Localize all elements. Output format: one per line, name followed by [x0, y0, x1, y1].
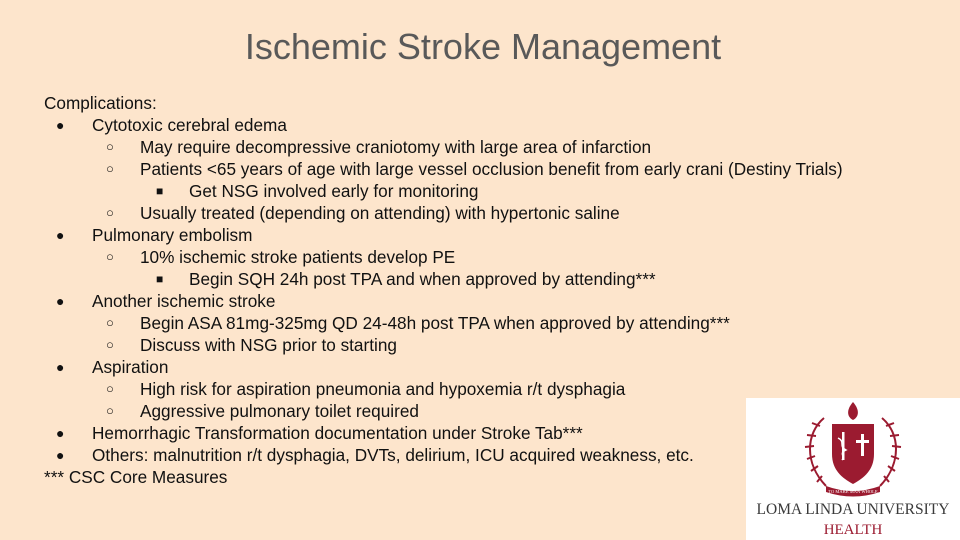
- bullet-square-icon: ■: [156, 272, 164, 286]
- list-item: [44, 202, 944, 224]
- bullet-hollow-circle-icon: ○: [106, 315, 114, 330]
- bullet-filled-circle-icon: ●: [56, 227, 65, 243]
- list-item: [44, 268, 944, 290]
- bullet-hollow-circle-icon: ○: [106, 205, 114, 220]
- list-item-text: High risk for aspiration pneumonia and hypoxemia r/t dysphagia: [140, 379, 626, 399]
- list-item-text: Get NSG involved early for monitoring: [189, 181, 479, 201]
- list-item-text: Pulmonary embolism: [92, 225, 253, 245]
- list-item-text: 10% ischemic stroke patients develop PE: [140, 247, 456, 267]
- list-item-text: Cytotoxic cerebral edema: [92, 115, 287, 135]
- bullet-hollow-circle-icon: ○: [106, 337, 114, 352]
- list-item: [44, 158, 944, 180]
- list-item-text: Aggressive pulmonary toilet required: [140, 401, 419, 421]
- list-item-text: Hemorrhagic Transformation documentation under Stroke Tab***: [92, 423, 583, 443]
- logo-name: LOMA LINDA UNIVERSITY: [756, 501, 950, 518]
- footnote: *** CSC Core Measures: [44, 467, 228, 487]
- bullet-filled-circle-icon: ●: [56, 447, 65, 463]
- list-item-text: Aspiration: [92, 357, 169, 377]
- list-item-text: Usually treated (depending on attending) with hypertonic saline: [140, 203, 620, 223]
- bullet-hollow-circle-icon: ○: [106, 403, 114, 418]
- list-item: [44, 136, 944, 158]
- list-item: [44, 180, 944, 202]
- list-item: [44, 114, 944, 136]
- bullet-square-icon: ■: [156, 184, 164, 198]
- university-logo: [746, 398, 960, 540]
- list-item-text: Discuss with NSG prior to starting: [140, 335, 397, 355]
- bullet-filled-circle-icon: ●: [56, 117, 65, 133]
- section-heading: Complications:: [44, 93, 157, 113]
- list-item-text: Others: malnutrition r/t dysphagia, DVTs, delirium, ICU acquired weakness, etc.: [92, 445, 694, 465]
- bullet-hollow-circle-icon: ○: [106, 381, 114, 396]
- list-item-text: May require decompressive craniotomy with large area of infarction: [140, 137, 652, 157]
- list-item-text: Another ischemic stroke: [92, 291, 276, 311]
- list-item: [44, 378, 944, 400]
- bullet-filled-circle-icon: ●: [56, 359, 65, 375]
- university-seal-icon: [746, 398, 960, 498]
- list-item: [44, 312, 944, 334]
- bullet-hollow-circle-icon: ○: [106, 139, 114, 154]
- page-title: Ischemic Stroke Management: [244, 26, 722, 67]
- logo-subname: HEALTH: [823, 522, 883, 538]
- bullet-hollow-circle-icon: ○: [106, 161, 114, 176]
- list-item-text: Begin ASA 81mg-325mg QD 24-48h post TPA when approved by attending***: [140, 313, 730, 333]
- list-item: [44, 290, 944, 312]
- list-item: [44, 334, 944, 356]
- bullet-hollow-circle-icon: ○: [106, 249, 114, 264]
- list-item: [44, 356, 944, 378]
- bullet-filled-circle-icon: ●: [56, 293, 65, 309]
- list-item-text: Begin SQH 24h post TPA and when approved by attending***: [189, 269, 656, 289]
- list-item: [44, 224, 944, 246]
- svg-text:TO MAKE MAN WHOLE: TO MAKE MAN WHOLE: [828, 489, 878, 494]
- bullet-filled-circle-icon: ●: [56, 425, 65, 441]
- list-item: [44, 246, 944, 268]
- list-item-text: Patients <65 years of age with large vessel occlusion benefit from early crani (Destiny Trials): [140, 159, 843, 179]
